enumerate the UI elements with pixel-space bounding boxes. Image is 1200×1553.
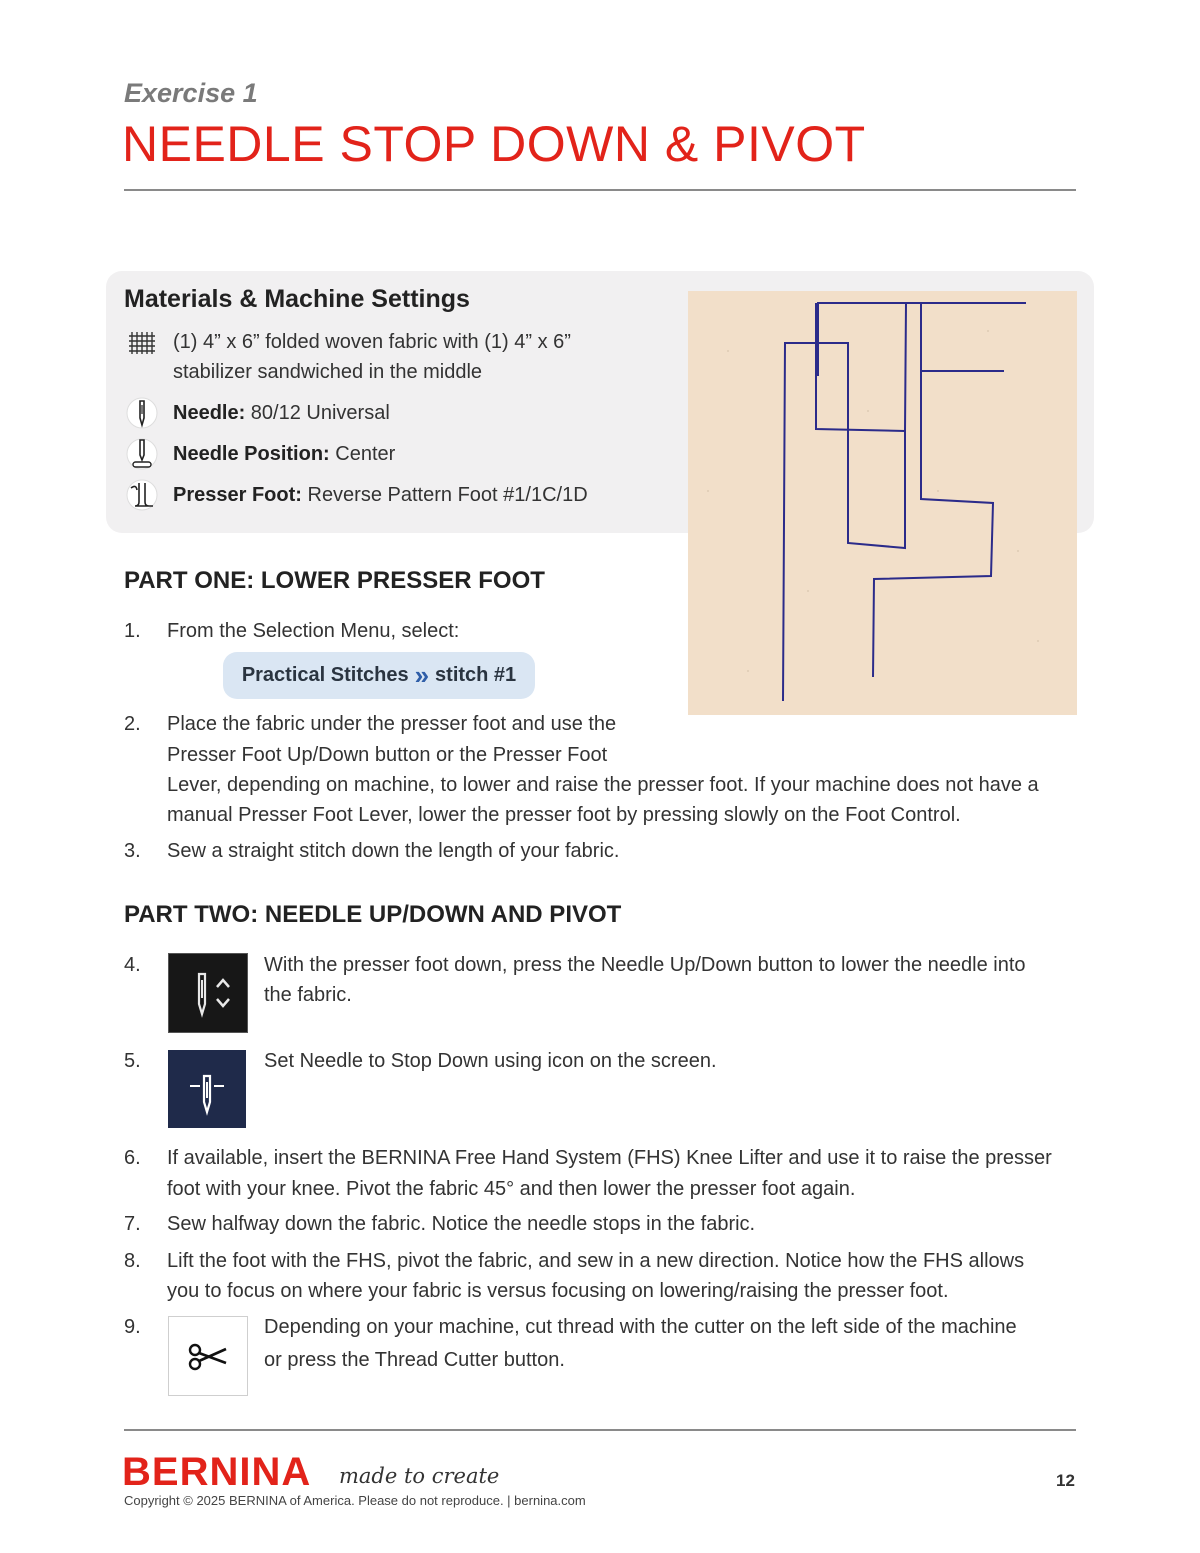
presser-foot-label: Presser Foot: [173,484,302,506]
step-2-line-3: Lever, depending on machine, to lower and raise the presser foot. If your machine does not have a [167,774,1039,796]
step-number: 9. [124,1316,141,1338]
presser-foot-setting [173,480,588,510]
step-number: 6. [124,1147,141,1169]
presser-foot-value: Reverse Pattern Foot #1/1C/1D [301,484,588,506]
step-8-line-2: you to focus on where your fabric is versus focusing on lowering/raising the presser foot. [167,1280,949,1302]
presser-foot-icon [124,477,160,513]
step-8-line-1: Lift the foot with the FHS, pivot the fabric, and sew in a new direction. Notice how the FHS allows [167,1250,1025,1272]
stitch-line [783,303,906,701]
needle-up-down-icon [168,953,248,1033]
thread-cutter-icon [168,1316,248,1396]
pill-menu-label: Practical Stitches [241,664,409,686]
needle-position-value: Center [329,443,396,465]
needle-position-label: Needle Position: [173,443,330,465]
stitched-fabric-photo [688,291,1077,715]
step-6-line-1: If available, insert the BERNINA Free Hand System (FHS) Knee Lifter and use it to raise the presser [167,1147,1052,1169]
bernina-logo: BERNINA [122,1450,312,1494]
step-7-text: Sew halfway down the fabric. Notice the needle stops in the fabric. [167,1213,756,1235]
step-number: 4. [124,954,141,976]
pill-stitch-label: stitch #1 [435,664,517,686]
stitch-line [816,303,905,431]
step-2-line-1: Place the fabric under the presser foot and use the [167,713,617,735]
step-9-line-1: Depending on your machine, cut thread with the cutter on the left side of the machine [264,1316,1017,1338]
chevron-right-icon: » [414,660,430,690]
step-number: 7. [124,1213,141,1235]
part-one-heading: PART ONE: LOWER PRESSER FOOT [124,567,545,594]
step-2-line-2: Presser Foot Up/Down button or the Presser Foot [167,744,608,766]
step-2-line-4: manual Presser Foot Lever, lower the presser foot by pressing slowly on the Foot Control. [167,804,961,826]
fabric-line-1: (1) 4” x 6” folded woven fabric with (1) 4” x 6” [173,331,571,353]
step-number: 8. [124,1250,141,1272]
page-title: NEEDLE STOP DOWN & PIVOT [122,116,866,172]
needle-setting [173,398,390,428]
part-two-heading: PART TWO: NEEDLE UP/DOWN AND PIVOT [124,901,622,928]
step-5-text: Set Needle to Stop Down using icon on the screen. [264,1050,717,1072]
needle-label: Needle: [173,402,246,424]
needle-position-icon [124,436,160,472]
step-3-text: Sew a straight stitch down the length of your fabric. [167,840,620,862]
fabric-line-2: stabilizer sandwiched in the middle [173,361,483,383]
step-number: 5. [124,1050,141,1072]
stitch-line [873,303,993,677]
needle-value: 80/12 Universal [245,402,390,424]
brand-tagline: made to create [339,1464,500,1488]
step-number: 3. [124,840,141,862]
step-1-text: From the Selection Menu, select: [167,620,460,642]
copyright-notice: Copyright © 2025 BERNINA of America. Please do not reproduce. | bernina.com [124,1493,586,1508]
needle-stop-down-icon [168,1050,246,1128]
step-number: 1. [124,620,141,642]
exercise-label: Exercise 1 [124,78,258,108]
page-number: 12 [1056,1471,1075,1490]
needle-icon [124,395,160,431]
step-4-line-2: the fabric. [264,984,352,1006]
header-divider [124,189,1076,191]
step-9-line-2: or press the Thread Cutter button. [264,1349,565,1371]
materials-title: Materials & Machine Settings [124,285,470,313]
needle-position-setting [173,439,395,469]
step-number: 2. [124,713,141,735]
footer-divider [124,1429,1076,1431]
fabric-icon [124,325,160,361]
step-4-line-1: With the presser foot down, press the Needle Up/Down button to lower the needle into [264,954,1026,976]
step-6-line-2: foot with your knee. Pivot the fabric 45° and then lower the presser foot again. [167,1178,856,1200]
selection-path-pill [223,652,535,699]
